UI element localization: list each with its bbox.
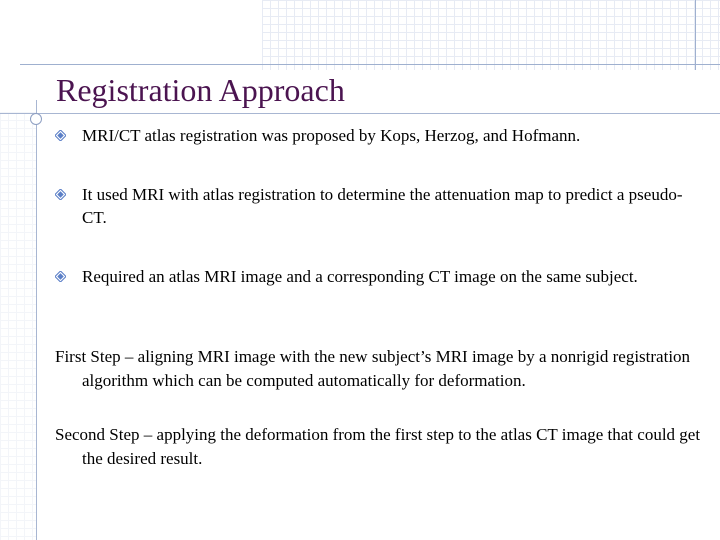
title-rule [0, 113, 720, 114]
corner-grid-decoration [262, 0, 720, 70]
bullet-item [55, 183, 685, 229]
bullet-text: MRI/CT atlas registration was proposed by Kops, Herzog, and Hofmann. [82, 126, 581, 145]
bullet-text: Required an atlas MRI image and a corresponding CT image on the same subject. [82, 267, 638, 286]
diamond-bullet-icon [55, 271, 66, 282]
diamond-bullet-icon [55, 130, 66, 141]
left-vertical-rule [36, 100, 37, 540]
left-grid-decoration [0, 112, 36, 540]
bullet-item [55, 265, 685, 288]
bullet-item [55, 124, 685, 147]
top-rule [20, 64, 720, 65]
step-paragraph: First Step – aligning MRI image with the new subject’s MRI image by a nonrigid registration algorithm which can be computed automatically for deformation. [55, 347, 691, 390]
circle-ornament-icon [30, 113, 42, 125]
step-paragraph: Second Step – applying the deformation from the first step to the atlas CT image that could get the desired result. [55, 425, 701, 468]
slide-title: Registration Approach [56, 72, 345, 108]
diamond-bullet-icon [55, 189, 66, 200]
right-vertical-rule [695, 0, 696, 70]
bullet-text: It used MRI with atlas registration to determine the attenuation map to predict a pseudo-CT. [82, 185, 683, 227]
